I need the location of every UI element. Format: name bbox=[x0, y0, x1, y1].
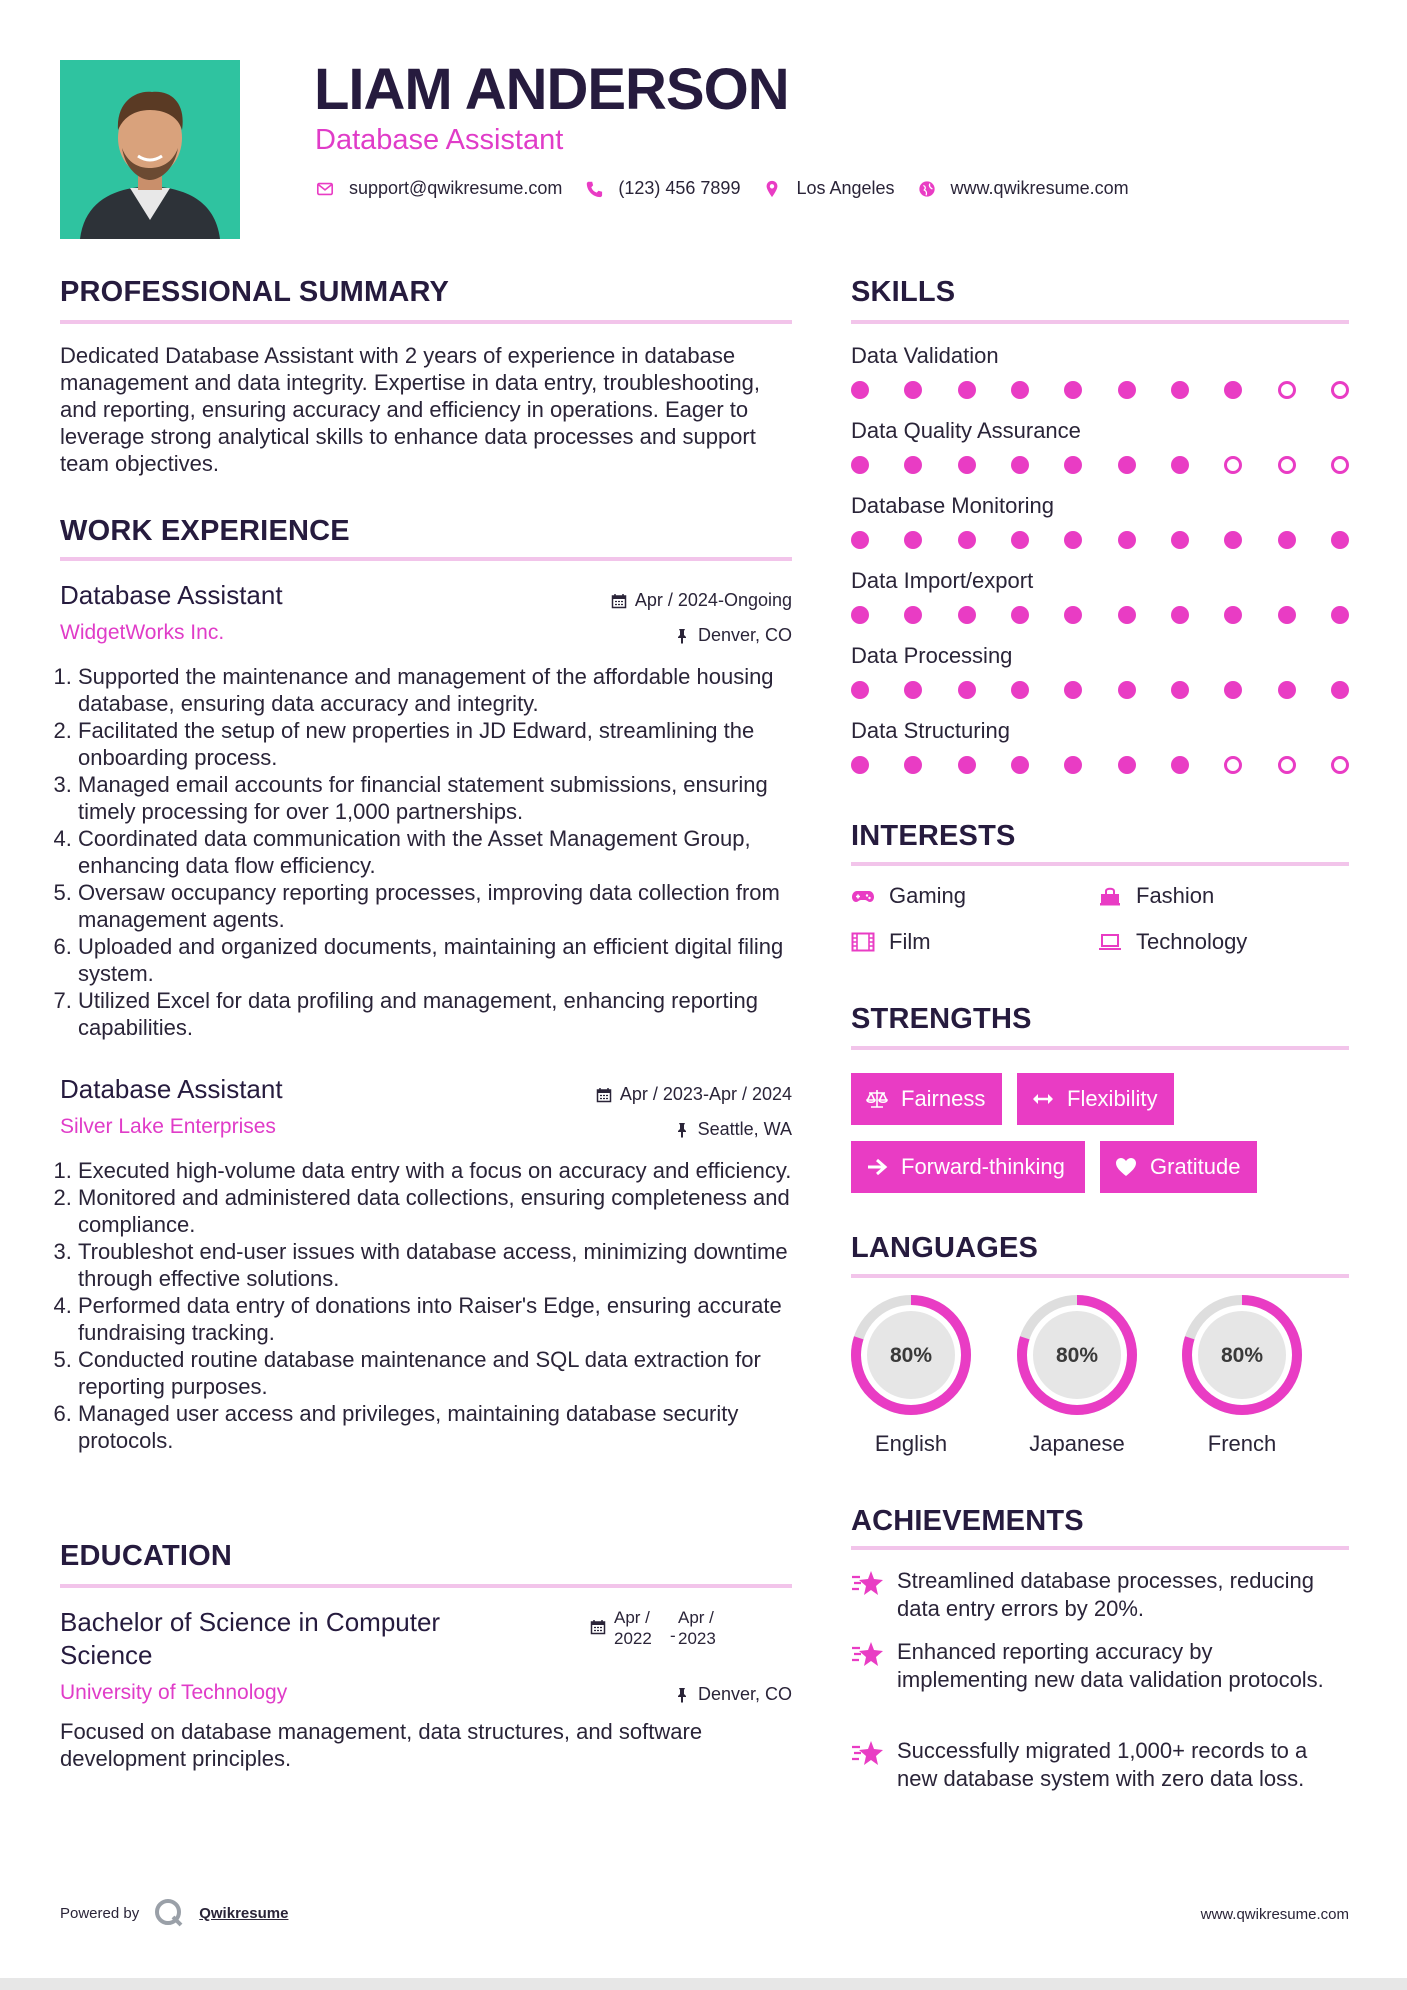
skill-dot-filled bbox=[1064, 531, 1082, 549]
skill-rating bbox=[851, 530, 1349, 550]
skill-dot-filled bbox=[1118, 606, 1136, 624]
education-heading: EDUCATION bbox=[60, 1540, 233, 1572]
language-item bbox=[1015, 1293, 1139, 1457]
degree-line-2: Science bbox=[60, 1640, 153, 1670]
languages-divider bbox=[851, 1274, 1349, 1278]
skill-dot-filled bbox=[1224, 381, 1242, 399]
skill-dot-filled bbox=[1171, 381, 1189, 399]
skill-dot-filled bbox=[904, 531, 922, 549]
education-start bbox=[614, 1607, 670, 1649]
language-name: English bbox=[874, 1431, 948, 1456]
achievements-divider bbox=[851, 1546, 1349, 1550]
skill-name: Database Monitoring bbox=[851, 493, 1055, 518]
bottom-bar bbox=[0, 1978, 1407, 1990]
language-ring bbox=[1015, 1293, 1139, 1417]
job-location bbox=[674, 625, 792, 646]
start-line-1: Apr / bbox=[614, 1608, 650, 1627]
skill-dot-filled bbox=[1331, 531, 1349, 549]
location-text: Los Angeles bbox=[796, 178, 895, 198]
skill-dot-filled bbox=[958, 456, 976, 474]
list-item: 2. Monitored and administered data collections, ensuring completeness and compliance. bbox=[78, 1184, 796, 1238]
achievement-text: Enhanced reporting accuracy by implementing new data validation protocols. bbox=[897, 1639, 1324, 1692]
contact-phone[interactable] bbox=[584, 178, 740, 199]
list-item: 1. Executed high-volume data entry with a focus on accuracy and efficiency. bbox=[78, 1157, 796, 1184]
skill-dot-filled bbox=[1118, 531, 1136, 549]
skill-dot-filled bbox=[904, 756, 922, 774]
interest-label: Fashion bbox=[1136, 883, 1215, 908]
skill-dot-filled bbox=[1224, 681, 1242, 699]
skill-dot-filled bbox=[1118, 381, 1136, 399]
skill-dot-filled bbox=[1171, 531, 1189, 549]
achievement-text: Successfully migrated 1,000+ records to a new database system with zero data loss. bbox=[897, 1738, 1308, 1791]
skill-dot-filled bbox=[1278, 606, 1296, 624]
skill-dot-empty bbox=[1331, 381, 1349, 399]
job-bullets bbox=[56, 663, 796, 1041]
heart-icon bbox=[1114, 1155, 1138, 1179]
skill-rating bbox=[851, 680, 1349, 700]
list-item: 4. Performed data entry of donations into Raiser's Edge, ensuring accurate fundraising tracking. bbox=[78, 1292, 796, 1346]
footer-url[interactable]: www.qwikresume.com bbox=[1200, 1906, 1349, 1923]
language-percent: 80% bbox=[889, 1344, 933, 1367]
contact-email[interactable] bbox=[315, 178, 562, 199]
skill-dot-filled bbox=[1278, 681, 1296, 699]
profile-photo bbox=[60, 60, 240, 239]
language-ring bbox=[849, 1293, 973, 1417]
skill-dot-filled bbox=[851, 531, 869, 549]
job-dates bbox=[596, 1084, 792, 1105]
skills-heading: SKILLS bbox=[851, 276, 956, 308]
candidate-name: LIAM ANDERSON bbox=[314, 57, 789, 122]
skill-rating bbox=[851, 605, 1349, 625]
skill-dot-filled bbox=[1224, 531, 1242, 549]
contact-location bbox=[762, 178, 894, 199]
end-line-1: Apr / bbox=[678, 1608, 714, 1627]
skill-dot-filled bbox=[1171, 681, 1189, 699]
skill-dot-filled bbox=[851, 756, 869, 774]
education-description: Focused on database management, data structures, and software development principles. bbox=[60, 1719, 703, 1771]
list-item: 6. Uploaded and organized documents, maintaining an efficient digital filing system. bbox=[78, 933, 796, 987]
list-item: 7. Utilized Excel for data profiling and management, enhancing reporting capabilities. bbox=[78, 987, 796, 1041]
strengths-heading: STRENGTHS bbox=[851, 1003, 1032, 1035]
job-title: Database Assistant bbox=[60, 580, 283, 610]
skill-dot-filled bbox=[958, 681, 976, 699]
summary-heading: PROFESSIONAL SUMMARY bbox=[60, 276, 450, 308]
skill-dot-empty bbox=[1278, 381, 1296, 399]
candidate-role: Database Assistant bbox=[315, 124, 564, 156]
strength-tag bbox=[851, 1073, 1002, 1125]
summary-text: Dedicated Database Assistant with 2 years of experience in database management and data integrity. Expertise in data entry, troubleshooting, and reporting, ensuring accuracy and efficiency in operations. Eager to leverage strong analytical skills to enhance data processes and support team objectives. bbox=[60, 343, 760, 476]
footer-powered-by bbox=[60, 1897, 288, 1929]
degree-title bbox=[60, 1606, 440, 1672]
skill-name: Data Quality Assurance bbox=[851, 418, 1081, 443]
list-item: 3. Managed email accounts for financial statement submissions, ensuring timely processing for over 1,000 partnerships. bbox=[78, 771, 796, 825]
list-item: 2. Facilitated the setup of new properties in JD Edward, streamlining the onboarding process. bbox=[78, 717, 796, 771]
skill-dot-filled bbox=[1331, 606, 1349, 624]
skill-dot-filled bbox=[851, 681, 869, 699]
education-dates bbox=[590, 1607, 716, 1649]
strength-label: Gratitude bbox=[1150, 1154, 1241, 1179]
skill-dot-filled bbox=[851, 606, 869, 624]
skill-dot-filled bbox=[1118, 756, 1136, 774]
education-divider bbox=[60, 1584, 792, 1588]
list-item: 5. Oversaw occupancy reporting processes, improving data collection from management agents. bbox=[78, 879, 796, 933]
language-name: Japanese bbox=[1029, 1431, 1125, 1456]
skill-dot-filled bbox=[1064, 381, 1082, 399]
skill-dot-filled bbox=[1064, 606, 1082, 624]
calendar-icon bbox=[611, 593, 627, 609]
achievement-item bbox=[851, 1638, 1349, 1694]
skill-dot-empty bbox=[1278, 456, 1296, 474]
pushpin-icon bbox=[674, 1122, 690, 1138]
calendar-icon bbox=[590, 1619, 606, 1635]
list-item: 5. Conducted routine database maintenance and SQL data extraction for reporting purposes. bbox=[78, 1346, 796, 1400]
strength-tag bbox=[1100, 1141, 1257, 1193]
list-item: 3. Troubleshot end-user issues with database access, minimizing downtime through effective solutions. bbox=[78, 1238, 796, 1292]
education-end bbox=[678, 1607, 716, 1649]
skill-dot-filled bbox=[1064, 681, 1082, 699]
interest-label: Gaming bbox=[889, 883, 967, 908]
skill-dot-filled bbox=[904, 681, 922, 699]
school-name: University of Technology bbox=[60, 1681, 288, 1704]
skill-name: Data Import/export bbox=[851, 568, 1034, 593]
company-name: WidgetWorks Inc. bbox=[60, 621, 225, 644]
skill-dot-filled bbox=[1171, 756, 1189, 774]
globe-icon bbox=[917, 179, 937, 199]
start-line-2: 2022 bbox=[614, 1629, 652, 1648]
skill-dot-filled bbox=[1171, 456, 1189, 474]
company-name: Silver Lake Enterprises bbox=[60, 1115, 276, 1138]
shopping-bag-icon bbox=[1098, 885, 1124, 907]
skill-dot-filled bbox=[958, 531, 976, 549]
skill-dot-filled bbox=[1011, 756, 1029, 774]
interest-label: Film bbox=[889, 929, 931, 954]
skill-name: Data Structuring bbox=[851, 718, 1010, 743]
job-bullets bbox=[56, 1157, 796, 1454]
arrow-right-icon bbox=[865, 1155, 889, 1179]
skill-dot-filled bbox=[1064, 456, 1082, 474]
strength-label: Flexibility bbox=[1067, 1086, 1158, 1111]
skill-dot-filled bbox=[1278, 531, 1296, 549]
skill-dot-empty bbox=[1224, 756, 1242, 774]
achievements-heading: ACHIEVEMENTS bbox=[851, 1505, 1084, 1537]
email-text: support@qwikresume.com bbox=[349, 178, 563, 198]
list-item: 6. Managed user access and privileges, maintaining database security protocols. bbox=[78, 1400, 796, 1454]
degree-line-1: Bachelor of Science in Computer bbox=[60, 1607, 441, 1637]
gamepad-icon bbox=[851, 885, 877, 907]
envelope-icon bbox=[315, 179, 335, 199]
job-location bbox=[674, 1119, 792, 1140]
skill-dot-filled bbox=[958, 606, 976, 624]
summary-divider bbox=[60, 320, 792, 324]
job-dates-text: Apr / 2023-Apr / 2024 bbox=[619, 1084, 792, 1104]
strength-label: Forward-thinking bbox=[901, 1154, 1065, 1179]
interests-divider bbox=[851, 862, 1349, 866]
phone-icon bbox=[584, 179, 604, 199]
skill-dot-filled bbox=[1171, 606, 1189, 624]
job-title: Database Assistant bbox=[60, 1074, 283, 1104]
qwikresume-logo-icon bbox=[153, 1897, 185, 1929]
map-pin-icon bbox=[762, 179, 782, 199]
interest-item bbox=[1098, 883, 1214, 909]
arrows-horizontal-icon bbox=[1031, 1087, 1055, 1111]
list-item: 4. Coordinated data communication with the Asset Management Group, enhancing data flow efficiency. bbox=[78, 825, 796, 879]
strengths-divider bbox=[851, 1046, 1349, 1050]
interest-item bbox=[851, 929, 931, 955]
achievement-item bbox=[851, 1567, 1349, 1623]
powered-by-text: Powered by bbox=[60, 1904, 140, 1922]
language-percent: 80% bbox=[1220, 1344, 1264, 1367]
pushpin-icon bbox=[674, 1687, 690, 1703]
pushpin-icon bbox=[674, 628, 690, 644]
interest-item bbox=[1098, 929, 1247, 955]
job-location-text: Denver, CO bbox=[697, 625, 792, 645]
balance-scale-icon bbox=[865, 1087, 889, 1111]
language-percent: 80% bbox=[1055, 1344, 1099, 1367]
language-item bbox=[1180, 1293, 1304, 1457]
achievement-item bbox=[851, 1737, 1349, 1793]
skill-dot-filled bbox=[904, 606, 922, 624]
skills-divider bbox=[851, 320, 1349, 324]
interests-heading: INTERESTS bbox=[851, 820, 1016, 852]
laptop-icon bbox=[1098, 931, 1124, 953]
list-item: 1. Supported the maintenance and management of the affordable housing database, ensuring data accuracy and integrity. bbox=[78, 663, 796, 717]
strength-tag bbox=[1017, 1073, 1174, 1125]
skill-dot-filled bbox=[958, 381, 976, 399]
education-location bbox=[674, 1684, 792, 1705]
skill-dot-filled bbox=[1118, 681, 1136, 699]
skill-dot-filled bbox=[1224, 606, 1242, 624]
skill-rating bbox=[851, 755, 1349, 775]
skill-dot-filled bbox=[1064, 756, 1082, 774]
date-dash: - bbox=[670, 1626, 676, 1645]
language-ring bbox=[1180, 1293, 1304, 1417]
skill-rating bbox=[851, 455, 1349, 475]
achievement-text: Streamlined database processes, reducing data entry errors by 20%. bbox=[897, 1568, 1315, 1621]
strength-label: Fairness bbox=[901, 1086, 986, 1111]
skill-dot-filled bbox=[1331, 681, 1349, 699]
contact-website[interactable] bbox=[917, 178, 1129, 199]
phone-text: (123) 456 7899 bbox=[618, 178, 741, 198]
skill-dot-empty bbox=[1278, 756, 1296, 774]
skill-dot-filled bbox=[1011, 606, 1029, 624]
skill-name: Data Processing bbox=[851, 643, 1013, 668]
star-award-icon bbox=[851, 1640, 885, 1670]
skill-dot-filled bbox=[1011, 681, 1029, 699]
languages-heading: LANGUAGES bbox=[851, 1232, 1039, 1264]
skill-dot-filled bbox=[958, 756, 976, 774]
skill-dot-filled bbox=[1118, 456, 1136, 474]
end-line-2: 2023 bbox=[678, 1629, 716, 1648]
language-item bbox=[849, 1293, 973, 1457]
calendar-icon bbox=[596, 1087, 612, 1103]
skill-dot-empty bbox=[1331, 756, 1349, 774]
experience-divider bbox=[60, 557, 792, 561]
job-location-text: Seattle, WA bbox=[697, 1119, 792, 1139]
education-location-text: Denver, CO bbox=[697, 1684, 792, 1704]
star-award-icon bbox=[851, 1739, 885, 1769]
skill-dot-filled bbox=[851, 381, 869, 399]
skill-dot-empty bbox=[1224, 456, 1242, 474]
skill-dot-empty bbox=[1331, 456, 1349, 474]
contact-bar bbox=[315, 178, 1151, 199]
website-text: www.qwikresume.com bbox=[950, 178, 1129, 198]
strength-tag bbox=[851, 1141, 1085, 1193]
brand-link[interactable]: Qwikresume bbox=[199, 1904, 289, 1922]
person-portrait-icon bbox=[60, 60, 240, 239]
interest-item bbox=[851, 883, 966, 909]
film-icon bbox=[851, 931, 877, 953]
job-dates-text: Apr / 2024-Ongoing bbox=[634, 590, 792, 610]
skill-dot-filled bbox=[904, 456, 922, 474]
skill-dot-filled bbox=[1011, 531, 1029, 549]
skill-dot-filled bbox=[904, 381, 922, 399]
skill-dot-filled bbox=[1011, 456, 1029, 474]
experience-heading: WORK EXPERIENCE bbox=[60, 515, 350, 547]
star-award-icon bbox=[851, 1569, 885, 1599]
skill-name: Data Validation bbox=[851, 343, 999, 368]
language-name: French bbox=[1207, 1431, 1277, 1456]
skill-dot-filled bbox=[851, 456, 869, 474]
skill-dot-filled bbox=[1011, 381, 1029, 399]
interest-label: Technology bbox=[1136, 929, 1248, 954]
job-dates bbox=[611, 590, 792, 611]
skill-rating bbox=[851, 380, 1349, 400]
